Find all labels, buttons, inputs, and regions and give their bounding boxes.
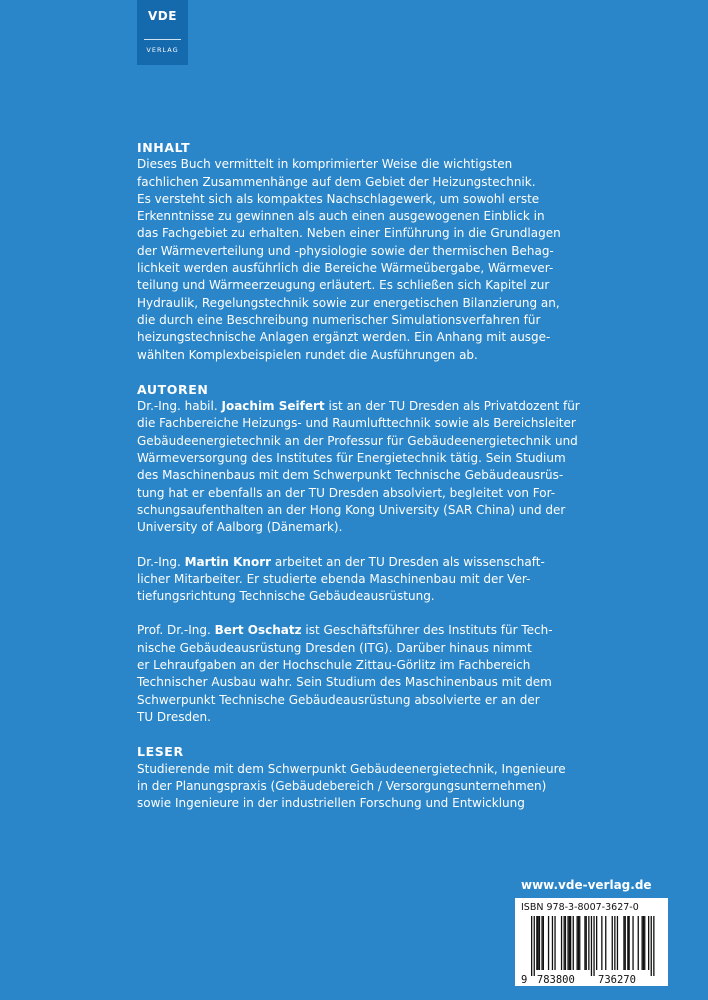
section-title-leser: LESER [137,744,184,760]
text-line: fachlichen Zusammenhänge auf dem Gebiet der Heizungstechnik. [137,174,536,189]
barcode-bar [627,916,628,970]
leser-paragraph [137,761,582,813]
text-line: Gebäudeenergietechnik an der Professur für Gebäudeenergietechnik und [137,433,578,448]
barcode-digits: 9 [521,974,528,984]
logo-divider [144,39,181,40]
barcode-digits: 783800 [536,974,575,984]
isbn-barcode-box [515,898,668,986]
barcode-bar [565,916,566,970]
author-line-suffix: ist an der TU Dresden als Privatdozent für [324,399,580,414]
barcode-bar [614,916,615,970]
barcode-bar [617,916,618,970]
author-seifert-paragraph [137,398,582,536]
barcode-bar [591,916,592,976]
author-name: Martin Knorr [184,554,272,569]
text-line: heizungstechnische Anlagen ergänzt werden. Ein Anhang mit ausge- [137,330,551,345]
barcode-bar [653,916,654,976]
barcode-bar [564,916,565,970]
barcode-bar [586,916,587,970]
author-knorr-paragraph [137,554,582,606]
back-cover-text [137,139,582,812]
text-line: in der Planungspraxis (Gebäudebereich / Versorgungsunternehmen) [137,778,547,793]
barcode-bar [638,916,639,970]
barcode-bar [642,916,643,970]
barcode-bar [552,916,553,970]
barcode-bar [536,916,537,970]
text-line: Wärmeversorgung des Institutes für Energietechnik tätig. Sein Studium [137,451,566,466]
text-line: Dieses Buch vermittelt in komprimierter Weise die wichtigsten [137,157,513,172]
barcode-bar [548,916,549,970]
barcode-bar [612,916,613,970]
inhalt-paragraph [137,156,582,364]
text-line: Technischer Ausbau wahr. Sein Studium des Maschinenbaus mit dem [137,675,552,690]
barcode-bar [593,916,594,976]
text-line: tiefungsrichtung Technische Gebäudeausrüstung. [137,589,435,604]
barcode-bar [539,916,540,970]
text-line: die Fachbereiche Heizungs- und Raumlufttechnik sowie als Bereichsleiter [137,416,576,431]
barcode-bar [554,916,555,970]
barcode-bar [629,916,630,970]
text-line: University of Aalborg (Dänemark). [137,520,343,535]
barcode-bar [588,916,589,970]
text-line: Es versteht sich als kompaktes Nachschlagewerk, um sowohl erste [137,191,540,206]
author-name: Joachim Seifert [221,399,325,414]
barcode-bar [648,916,649,970]
publisher-logo [137,0,188,65]
barcode-bar [534,916,535,976]
barcode-bar [644,916,645,970]
author-prefix: Dr.-Ing. [137,554,185,569]
text-line: die durch eine Beschreibung numerischer Simulationsverfahren für [137,312,541,327]
publisher-url[interactable]: www.vde-verlag.de [521,878,652,892]
author-line-suffix: arbeitet an der TU Dresden als wissenschaft- [271,554,545,569]
barcode-bar [541,916,542,970]
text-line: der Wärmeverteilung und -physiologie sowie der thermischen Behag- [137,243,554,258]
section-title-inhalt: INHALT [137,140,191,155]
barcode-digits: 736270 [598,974,636,984]
text-line: das Fachgebiet zu erhalten. Neben einer Einführung in die Grundlagen [137,226,561,241]
barcode-bar [601,916,602,970]
author-name: Bert Oschatz [214,623,302,638]
section-title-autoren: AUTOREN [137,381,209,397]
barcode-bar [531,916,532,976]
author-oschatz-paragraph [137,622,582,726]
text-line: TU Dresden. [137,709,211,724]
barcode-bar [596,916,597,970]
text-line: Schwerpunkt Technische Gebäudeausrüstung absolvierte er an der [137,692,540,707]
barcode-bar [625,916,626,970]
author-prefix: Dr.-Ing. habil. [137,399,222,414]
logo-vde-text: VDE [148,9,177,23]
barcode [517,916,666,984]
barcode-bar [569,916,570,970]
text-line: tung hat er ebenfalls an der TU Dresden absolviert, begleitet von For- [137,485,556,500]
isbn-number: ISBN 978-3-8007-3627-0 [521,902,639,913]
author-line-suffix: ist Geschäftsführer des Instituts für Tech- [301,623,553,638]
author-prefix: Prof. Dr.-Ing. [137,623,215,638]
text-line: nische Gebäudeausrüstung Dresden (ITG). Darüber hinaus nimmt [137,640,532,655]
text-line: teilung und Wärmeerzeugung erläutert. Es schließen sich Kapitel zur [137,278,550,293]
text-line: Studierende mit dem Schwerpunkt Gebäudeenergietechnik, Ingenieure [137,761,566,776]
barcode-bar [578,916,579,970]
barcode-bar [561,916,562,970]
barcode-bar [577,916,578,970]
barcode-bar [643,916,644,970]
text-line: er Lehraufgaben an der Hochschule Zittau-Görlitz im Fachbereich [137,658,531,673]
barcode-bar [632,916,633,970]
barcode-bar [570,916,571,970]
barcode-bar [579,916,580,970]
barcode-bar [567,916,568,970]
barcode-bar [623,916,624,970]
text-line: des Maschinenbaus mit dem Schwerpunkt Technische Gebäudeausrüs- [137,468,564,483]
text-line: wählten Komplexbeispielen rundet die Ausführungen ab. [137,347,478,362]
barcode-bar [605,916,606,970]
text-line: licher Mitarbeiter. Er studierte ebenda Maschinenbau mit der Ver- [137,571,531,586]
text-line: lichkeit werden ausführlich die Bereiche Wärmeübergabe, Wärmever- [137,261,554,276]
barcode-bar [584,916,585,970]
text-line: sowie Ingenieure in der industriellen Forschung und Entwicklung [137,796,525,811]
barcode-bar [543,916,544,970]
barcode-bar [538,916,539,970]
text-line: Hydraulik, Regelungstechnik sowie zur energetischen Bilanzierung an, [137,295,560,310]
barcode-bar [573,916,574,970]
text-line: Erkenntnisse zu gewinnen als auch einen ausgewogenen Einblick in [137,209,545,224]
logo-verlag-text: VERLAG [146,46,179,54]
barcode-bar [651,916,652,976]
text-line: schungsaufenthalten an der Hong Kong University (SAR China) und der [137,502,566,517]
